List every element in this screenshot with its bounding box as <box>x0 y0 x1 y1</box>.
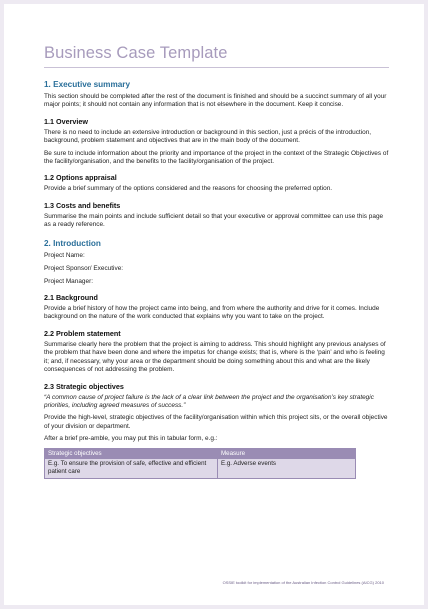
table-cell-objective: E.g. To ensure the provision of safe, effective and efficient patient care <box>45 459 218 479</box>
heading-strategic-objectives: 2.3 Strategic objectives <box>44 381 124 391</box>
heading-overview: 1.1 Overview <box>44 116 88 126</box>
table-header-strategic-objectives: Strategic objectives <box>45 448 218 459</box>
project-name-label: Project Name: <box>44 251 85 259</box>
document-content <box>44 44 389 479</box>
page-footer: OSSIE toolkit for implementation of the Australian Infection Control Guidelines (AICG) 2010 <box>222 580 384 585</box>
table-header-measure: Measure <box>218 448 356 459</box>
table-header-row <box>45 448 356 459</box>
problem-statement-text: Summarise clearly here the problem that the project is aiming to address. This should highlight any previous analyses of the problem that have been done and where the impetus for change exists; that is, where is the ‘pain’ and who is feeling it; and, if necessary, why your area or the department should be doing something about this and what are the likely consequences of not addressing the problem. <box>44 340 386 374</box>
heading-options-appraisal: 1.2 Options appraisal <box>44 173 117 183</box>
heading-background: 2.1 Background <box>44 293 98 303</box>
heading-costs-benefits: 1.3 Costs and benefits <box>44 200 121 210</box>
background-text: Provide a brief history of how the project came into being, and from where the authority and drive for it comes. Include background on the nature of the work conducted that explains why you want to take on the project. <box>44 305 380 321</box>
table-row <box>45 459 356 479</box>
costs-benefits-text: Summarise the main points and include sufficient detail so that your executive or approval committee can use this page as a ready reference. <box>44 212 384 229</box>
document-page <box>4 4 424 605</box>
heading-executive-summary: 1. Executive summary <box>44 80 131 89</box>
strategic-objectives-text: Provide the high-level, strategic objectives of the facility/organisation within which this project sits, or the overall objective of your division or department. <box>44 414 388 430</box>
heading-problem-statement: 2.2 Problem statement <box>44 328 121 338</box>
document-title: Business Case Template <box>44 44 389 68</box>
table-cell-measure: E.g. Adverse events <box>218 459 356 479</box>
executive-summary-text: This section should be completed after the rest of the document is finished and should be a succinct summary of all your major points; it should not contain any information that is not elsewhere in the document. Keep it concise. <box>44 93 387 109</box>
project-sponsor-label: Project Sponsor/ Executive: <box>44 264 124 272</box>
strategic-quote: “A common cause of project failure is the lack of a clear link between the project and the organisation’s key strategic priorities, including agreed measures of success.” <box>44 393 374 409</box>
overview-text-1: There is no need to include an extensive introduction or background in this section, just a précis of the introduction, background, problem statement and objectives that are in the main body of the document. <box>44 128 372 145</box>
overview-text-2: Be sure to include information about the priority and importance of the project in the context of the Strategic Objectives of the facility/organisation, and the benefits to the facility/organisation of the project. <box>44 149 389 166</box>
heading-introduction: 2. Introduction <box>44 238 101 248</box>
strategic-preamble-text: After a brief pre-amble, you may put this in tabular form, e.g.: <box>44 435 218 443</box>
options-appraisal-text: Provide a brief summary of the options considered and the reasons for choosing the preferred option. <box>44 185 333 193</box>
project-manager-label: Project Manager: <box>44 277 94 285</box>
strategic-objectives-table <box>44 448 356 480</box>
